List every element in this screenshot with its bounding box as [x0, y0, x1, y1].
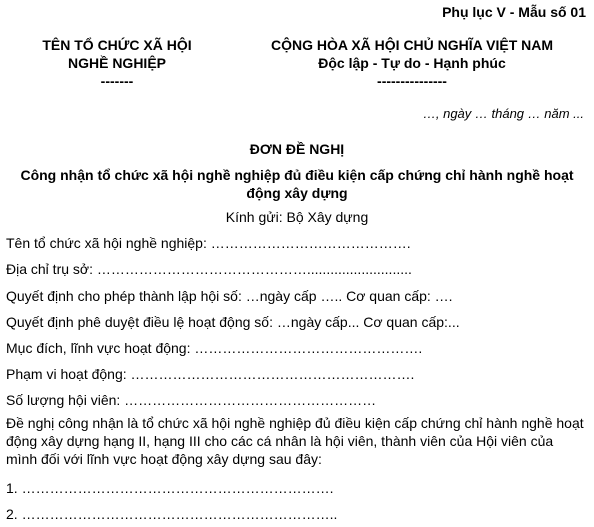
national-divider: --------------- — [377, 73, 447, 89]
list-item-2: 2. ………………………………………………………….. — [6, 506, 338, 522]
field-organization-name: Tên tổ chức xã hội nghề nghiệp: ……………………………………. — [6, 235, 411, 251]
field-member-count: Số lượng hội viên: ……………………………………………… — [6, 392, 377, 408]
field-charter-decision: Quyết định phê duyệt điều lệ hoạt động số: …ngày cấp... Cơ quan cấp:... — [6, 314, 460, 330]
organization-divider: ------- — [100, 73, 134, 89]
recipient-line: Kính gửi: Bộ Xây dựng — [225, 209, 369, 225]
request-paragraph: Đề nghị công nhận là tổ chức xã hội nghề nghiệp đủ điều kiện cấp chứng chỉ hành nghề hoạt động xây dựng hạng II, hạng III cho các cá nhân là hội viên, thành viên của Hội viên của mình đối với lĩnh vực hoạt động xây dựng sau đây: — [6, 415, 584, 467]
organization-name-line2: NGHỀ NGHIỆP — [67, 55, 166, 71]
national-title: CỘNG HÒA XÃ HỘI CHỦ NGHĨA VIỆT NAM — [270, 37, 554, 53]
organization-name-line1: TÊN TỔ CHỨC XÃ HỘI — [42, 37, 192, 53]
national-motto: Độc lập - Tự do - Hạnh phúc — [318, 55, 506, 71]
document-title: ĐƠN ĐỀ NGHỊ — [249, 141, 345, 157]
date-line: …, ngày … tháng … năm ... — [422, 106, 584, 121]
field-purpose: Mục đích, lĩnh vực hoạt động: …………………………………………. — [6, 340, 423, 356]
document-subtitle: Công nhận tổ chức xã hội nghề nghiệp đủ điều kiện cấp chứng chỉ hành nghề hoạt động xây dựng — [20, 167, 574, 201]
annex-label: Phụ lục V - Mẫu số 01 — [442, 4, 586, 20]
field-address: Địa chỉ trụ sở: ………………………………………........................... — [6, 261, 412, 277]
list-item-1: 1. …………………………………………………………. — [6, 480, 334, 496]
organization-header — [22, 36, 212, 90]
field-scope: Phạm vi hoạt động: ……………………………………………………. — [6, 366, 415, 382]
field-establishment-decision: Quyết định cho phép thành lập hội số: …ngày cấp ….. Cơ quan cấp: …. — [6, 288, 453, 304]
national-header — [246, 36, 578, 90]
